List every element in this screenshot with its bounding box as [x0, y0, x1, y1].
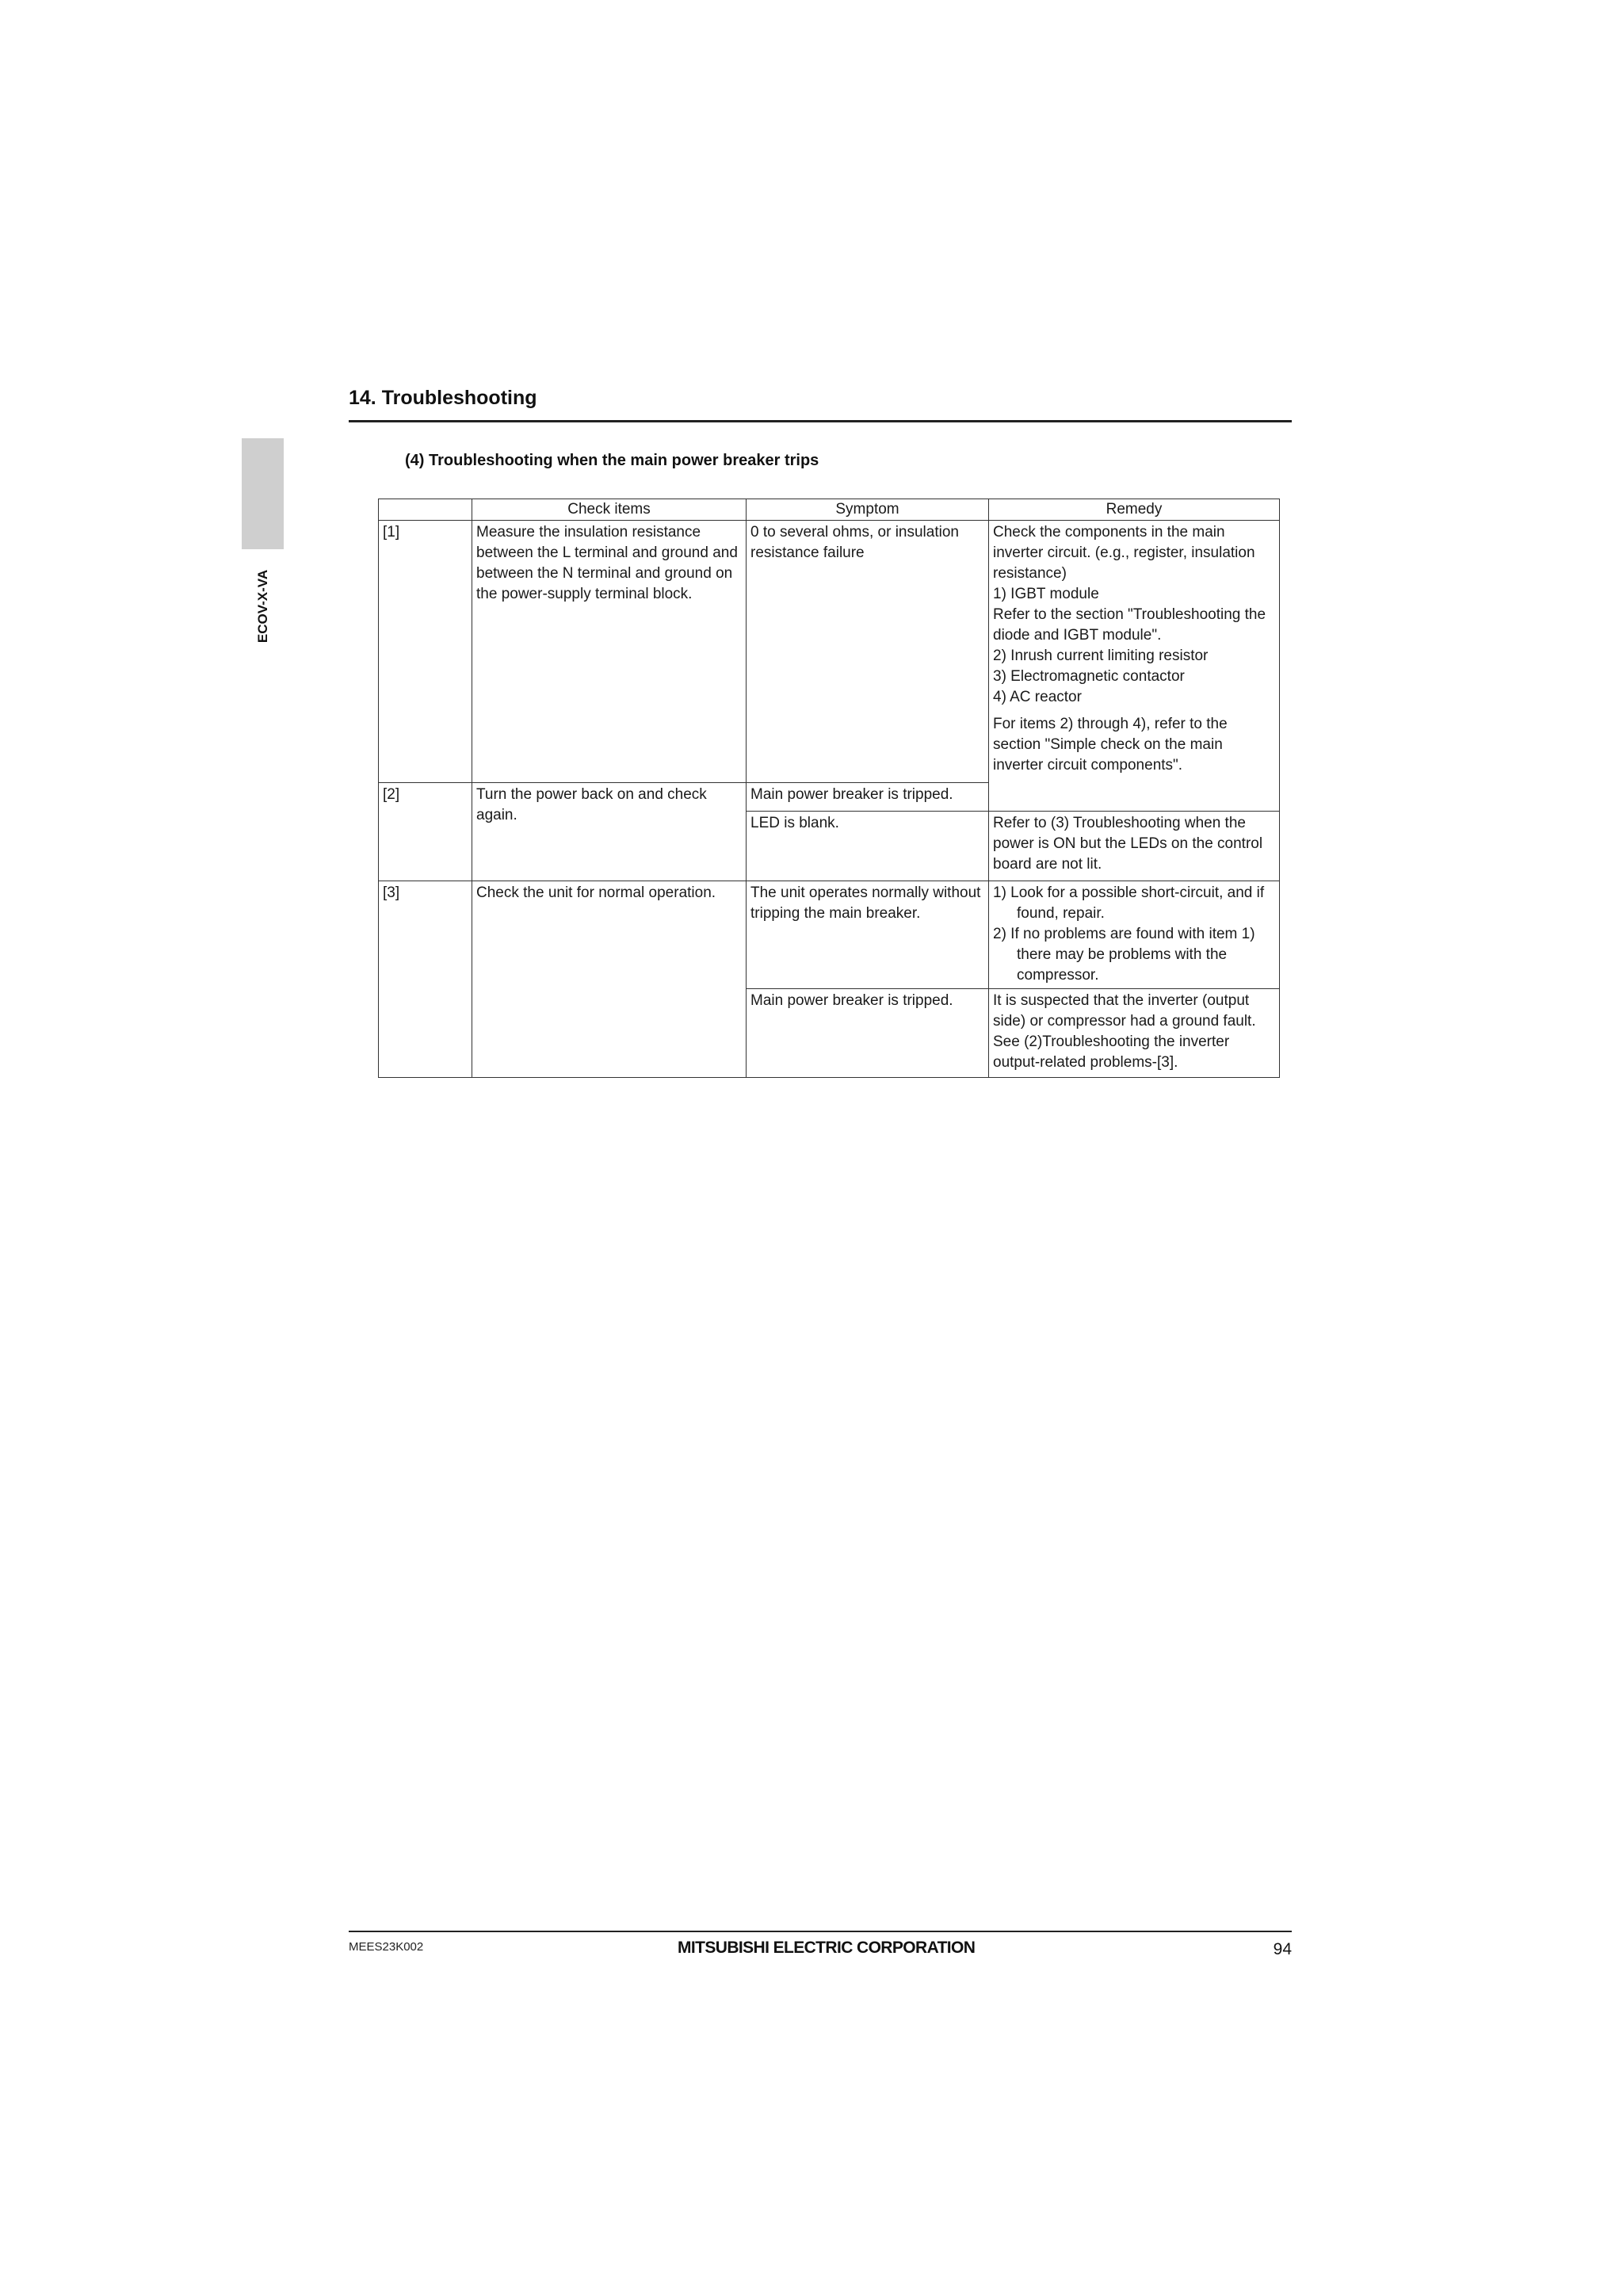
remedy-item: 2) If no problems are found with item 1) there may be problems with the compressor. [993, 926, 1255, 984]
remedy-intro: Check the components in the main inverter circuit. (e.g., register, insulation resistance) [993, 524, 1255, 582]
footer-doc-code: MEES23K002 [349, 1940, 424, 1954]
footer-divider [349, 1931, 1292, 1932]
table-row [379, 881, 1280, 989]
side-label [247, 559, 279, 654]
row-id: [3] [379, 881, 472, 1078]
header-symptom: Symptom [747, 499, 989, 521]
footer-corporation: MITSUBISHI ELECTRIC CORPORATION [678, 1939, 976, 1957]
title-divider [349, 420, 1292, 422]
remedy-item: 4) AC reactor [993, 689, 1082, 705]
symptom: Main power breaker is tripped. [747, 783, 989, 812]
remedy [989, 521, 1280, 812]
remedy-item: 1) IGBT module [993, 586, 1099, 602]
symptom: Main power breaker is tripped. [747, 989, 989, 1078]
check-item: Turn the power back on and check again. [472, 783, 747, 881]
subsection-title: (4) Troubleshooting when the main power breaker trips [405, 452, 819, 469]
side-tab-marker [242, 438, 284, 549]
check-item: Measure the insulation resistance between the L terminal and ground and between the N terminal and ground on the power-supply terminal block. [472, 521, 747, 783]
remedy: Refer to (3) Troubleshooting when the power is ON but the LEDs on the control board are not lit. [989, 812, 1280, 881]
remedy-item: 3) Electromagnetic contactor [993, 668, 1185, 685]
header-blank [379, 499, 472, 521]
remedy-item: 2) Inrush current limiting resistor [993, 648, 1209, 664]
symptom: LED is blank. [747, 812, 989, 881]
remedy-reference: For items 2) through 4), refer to the section "Simple check on the main inverter circuit components". [993, 716, 1228, 774]
row-id: [2] [379, 783, 472, 881]
row-id: [1] [379, 521, 472, 783]
remedy-item: 1) Look for a possible short-circuit, and if found, repair. [993, 884, 1265, 922]
symptom: The unit operates normally without tripping the main breaker. [747, 881, 989, 989]
check-item: Check the unit for normal operation. [472, 881, 747, 1078]
header-check-items: Check items [472, 499, 747, 521]
side-label-text: ECOV-X-VA [255, 569, 270, 644]
symptom: 0 to several ohms, or insulation resistance failure [747, 521, 989, 783]
header-remedy: Remedy [989, 499, 1280, 521]
table-row [379, 521, 1280, 783]
troubleshooting-table [378, 499, 1280, 1078]
remedy: It is suspected that the inverter (output side) or compressor had a ground fault. See (2)Troubleshooting the inverter output-related problems-[3]. [989, 989, 1280, 1078]
table-header-row [379, 499, 1280, 521]
section-title: 14. Troubleshooting [349, 387, 537, 409]
remedy-reference: Refer to the section "Troubleshooting the diode and IGBT module". [993, 606, 1266, 644]
page-number: 94 [1273, 1940, 1292, 1958]
remedy [989, 881, 1280, 989]
